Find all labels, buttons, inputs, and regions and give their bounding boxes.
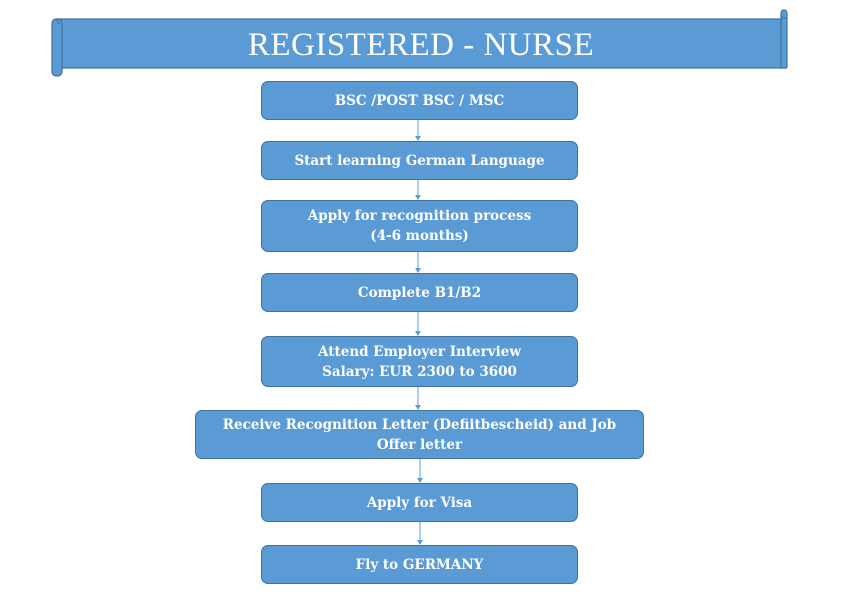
step-8-box (261, 545, 578, 584)
step-2-box (261, 141, 578, 180)
step-4-box (261, 273, 578, 312)
step-3-box (261, 200, 578, 252)
step-6-line-2: Offer letter (376, 436, 463, 453)
step-3-line-1: Apply for recognition process (307, 208, 532, 224)
step-6-box (195, 410, 644, 459)
step-4-line-1: Complete B1/B2 (357, 284, 482, 301)
step-6-line-1: Receive Recognition Letter (Defiitbescheid) and Job (222, 416, 617, 433)
arrow-1-2 (415, 119, 421, 141)
step-7-line-1: Apply for Visa (366, 494, 473, 511)
step-7-box (261, 483, 578, 522)
banner-left-curl (52, 19, 62, 76)
step-1-line-1: BSC /POST BSC / MSC (334, 92, 505, 109)
banner-right-curl (781, 10, 787, 68)
arrow-6-7 (417, 458, 423, 483)
step-3-line-2: (4-6 months) (370, 228, 469, 244)
step-1-box (261, 81, 578, 120)
connector-arrows (415, 119, 423, 545)
page-title: REGISTERED - NURSE (247, 26, 595, 63)
step-8-line-1: Fly to GERMANY (355, 556, 484, 573)
arrow-3-4 (415, 251, 421, 273)
step-5-box (261, 336, 578, 387)
arrow-5-6 (415, 386, 421, 410)
arrow-2-3 (415, 179, 421, 200)
arrow-4-5 (415, 312, 421, 336)
step-5-line-1: Attend Employer Interview (318, 343, 521, 360)
arrow-7-8 (417, 521, 423, 545)
step-5-line-2: Salary: EUR 2300 to 3600 (322, 363, 517, 380)
step-2-line-1: Start learning German Language (294, 152, 545, 169)
